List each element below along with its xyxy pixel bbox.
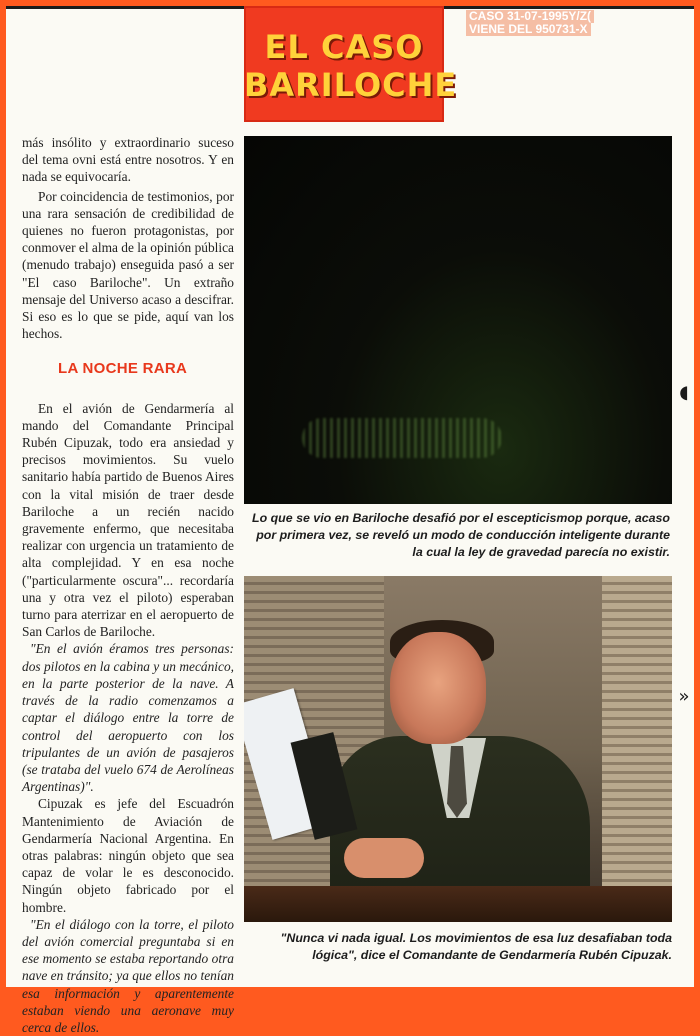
body-paragraph-2: Cipuzak es jefe del Escuadrón Mantenimiento de Aviación de Gendarmería Nacional Argentina. En otras palabras: ningún objeto que sea capaz de volar le es desconocido. Ningún objeto fabricado por el hombre.	[22, 796, 234, 915]
photo-caption-2: "Nunca vi nada igual. Los movimientos de esa luz desafiaban toda lógica", dice el Comandante de Gendarmería Rubén Cipuzak.	[280, 931, 672, 962]
face	[390, 632, 486, 744]
light-streak	[302, 418, 502, 458]
stamp-line-1: CASO 31-07-1995Y/Z(	[466, 10, 594, 23]
date-stamp	[466, 10, 616, 36]
body-quote-1: "En el avión éramos tres personas: dos pilotos en la cabina y un mecánico, en la parte posterior de la nave. A través de la radio comenzamos a captar el diálogo entre la torre de control del aeropuerto con los tripulantes de un avión de pasajeros (se trataba del vuelo 674 de Aerolíneas Argentinas)".	[22, 641, 234, 795]
title-block	[244, 6, 458, 122]
intro-paragraph-2: Por coincidencia de testimonios, por una rara sensación de credibilidad de quienes no fueron protagonistas, por conmover el alma de la opinión pública (menudo trabajo) enseguida pasó a ser "El caso Bariloche". Un extraño mensaje del Universo acaso a descifrar. Si eso es lo que se pide, aquí van los hechos.	[22, 188, 234, 342]
photo-caption-1: Lo que se vio en Bariloche desafió por el escepticismop porque, acaso por primera vez, se reveló un modo de conducción inteligente durante la cual la ley de gravedad parecía no existir.	[252, 511, 670, 559]
moon-arrow-icon: ◖	[679, 382, 689, 403]
commander-photo	[244, 576, 672, 922]
hand	[344, 838, 424, 878]
article-column	[22, 134, 234, 1036]
title-line-1: EL CASO	[264, 28, 424, 66]
intro-paragraph-1: más insólito y extraordinario suceso del tema ovni está entre nosotros. Y en nada se equivocaría.	[22, 135, 234, 185]
double-chevron-icon: »	[678, 686, 690, 707]
body-paragraph-1: En el avión de Gendarmería al mando del Comandante Principal Rubén Cipuzak, todo era ansiedad y precisos movimientos. Su vuelo sanitario había partido de Buenos Aires con la vital misión de traer desde Bariloche a un recién nacido gravemente enfermo, que necesitaba realizar con urgencia un tratamiento de alta complejidad. Y en esa noche ("particularmente oscura"... recordaría una y otra vez el piloto) esperaban turno para aterrizar en el aeropuerto de San Carlos de Bariloche.	[22, 400, 234, 640]
section-heading: LA NOCHE RARA	[58, 360, 188, 378]
desk	[244, 886, 672, 922]
top-rule-left	[6, 6, 244, 45]
stamp-line-2: VIENE DEL 950731-X	[466, 23, 591, 36]
window-blinds-right	[602, 576, 672, 922]
night-sky-photo	[244, 136, 672, 504]
title-line-2: BARILOCHE	[244, 66, 458, 104]
body-quote-2: "En el diálogo con la torre, el piloto del avión comercial preguntaba si en ese momento se estaba reportando otra nave en tránsito; ya que ellos no tenían esa información y aparentemente estaban viendo una aeronave muy cerca de ellos.	[22, 916, 234, 1035]
